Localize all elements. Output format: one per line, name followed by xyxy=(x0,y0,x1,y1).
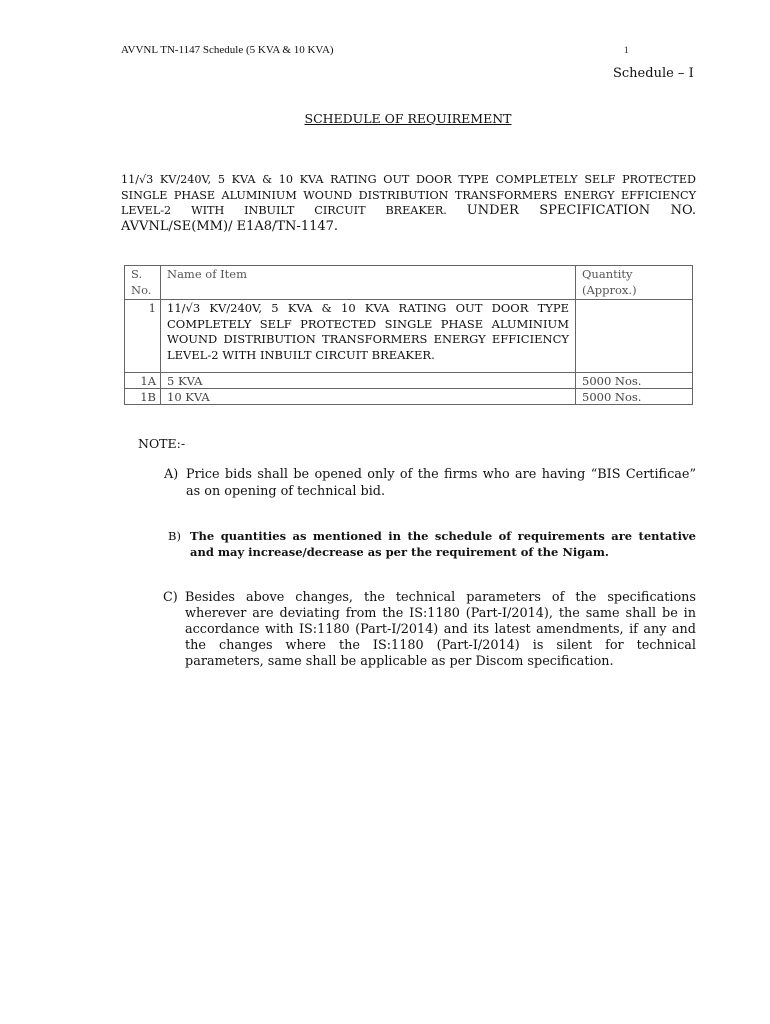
specification-number: UNDER SPECIFICATION NO. AVVNL/SE(MM)/ E1A8/TN-1147. xyxy=(121,203,697,234)
intro-text: 11/√3 KV/240V, 5 KVA & 10 KVA RATING OUT DOOR TYPE COMPLETELY SELF PROTECTED SINGLE PHASE ALUMINIUM WOUND DISTRIBUTION TRANSFORMERS ENERGY EFFICIENCY LEVEL-2 WITH INBUILT CIRCUIT BREAKER. xyxy=(121,173,696,217)
schedule-label: Schedule – I xyxy=(613,66,694,81)
cell-sno: 1A xyxy=(125,373,161,389)
table-row xyxy=(125,373,693,389)
note-heading: NOTE:- xyxy=(138,436,186,451)
note-item-c xyxy=(163,590,696,670)
table-header-row xyxy=(125,266,693,300)
intro-paragraph xyxy=(121,172,696,234)
cell-quantity: 5000 Nos. xyxy=(576,389,693,405)
cell-item: 11/√3 KV/240V, 5 KVA & 10 KVA RATING OUT DOOR TYPE COMPLETELY SELF PROTECTED SINGLE PHASE ALUMINIUM WOUND DISTRIBUTION TRANSFORMERS ENERGY EFFICIENCY LEVEL-2 WITH INBUILT CIRCUIT BREAKER. xyxy=(161,300,576,373)
cell-item: 10 KVA xyxy=(161,389,576,405)
cell-sno: 1B xyxy=(125,389,161,405)
note-label: C) xyxy=(163,590,178,605)
header-quantity: Quantity (Approx.) xyxy=(576,266,693,300)
schedule-table xyxy=(124,265,693,405)
cell-item: 5 KVA xyxy=(161,373,576,389)
page-number: 1 xyxy=(624,45,629,55)
note-label: B) xyxy=(168,529,181,543)
table-row xyxy=(125,389,693,405)
header-sno: S. No. xyxy=(125,266,161,300)
cell-sno: 1 xyxy=(125,300,161,373)
note-text: The quantities as mentioned in the schedule of requirements are tentative and may increase/decrease as per the requirement of the Nigam. xyxy=(190,529,696,559)
document-header: AVVNL TN-1147 Schedule (5 KVA & 10 KVA) xyxy=(121,44,334,56)
header-item: Name of Item xyxy=(161,266,576,300)
cell-quantity: 5000 Nos. xyxy=(576,373,693,389)
note-item-a xyxy=(164,466,696,500)
page-title: SCHEDULE OF REQUIREMENT xyxy=(304,111,512,126)
note-item-b xyxy=(168,528,696,560)
cell-quantity xyxy=(576,300,693,373)
table-row xyxy=(125,300,693,373)
note-text: Besides above changes, the technical parameters of the specifications wherever are deviating from the IS:1180 (Part-I/2014), the same shall be in accordance with IS:1180 (Part-I/2014) and its latest amendments, if any and the changes where the IS:1180 (Part-I/2014) is silent for technical parameters, same shall be applicable as per Discom specification. xyxy=(185,590,696,669)
note-text: Price bids shall be opened only of the firms who are having “BIS Certificae” as on opening of technical bid. xyxy=(186,467,696,499)
note-label: A) xyxy=(164,467,179,482)
